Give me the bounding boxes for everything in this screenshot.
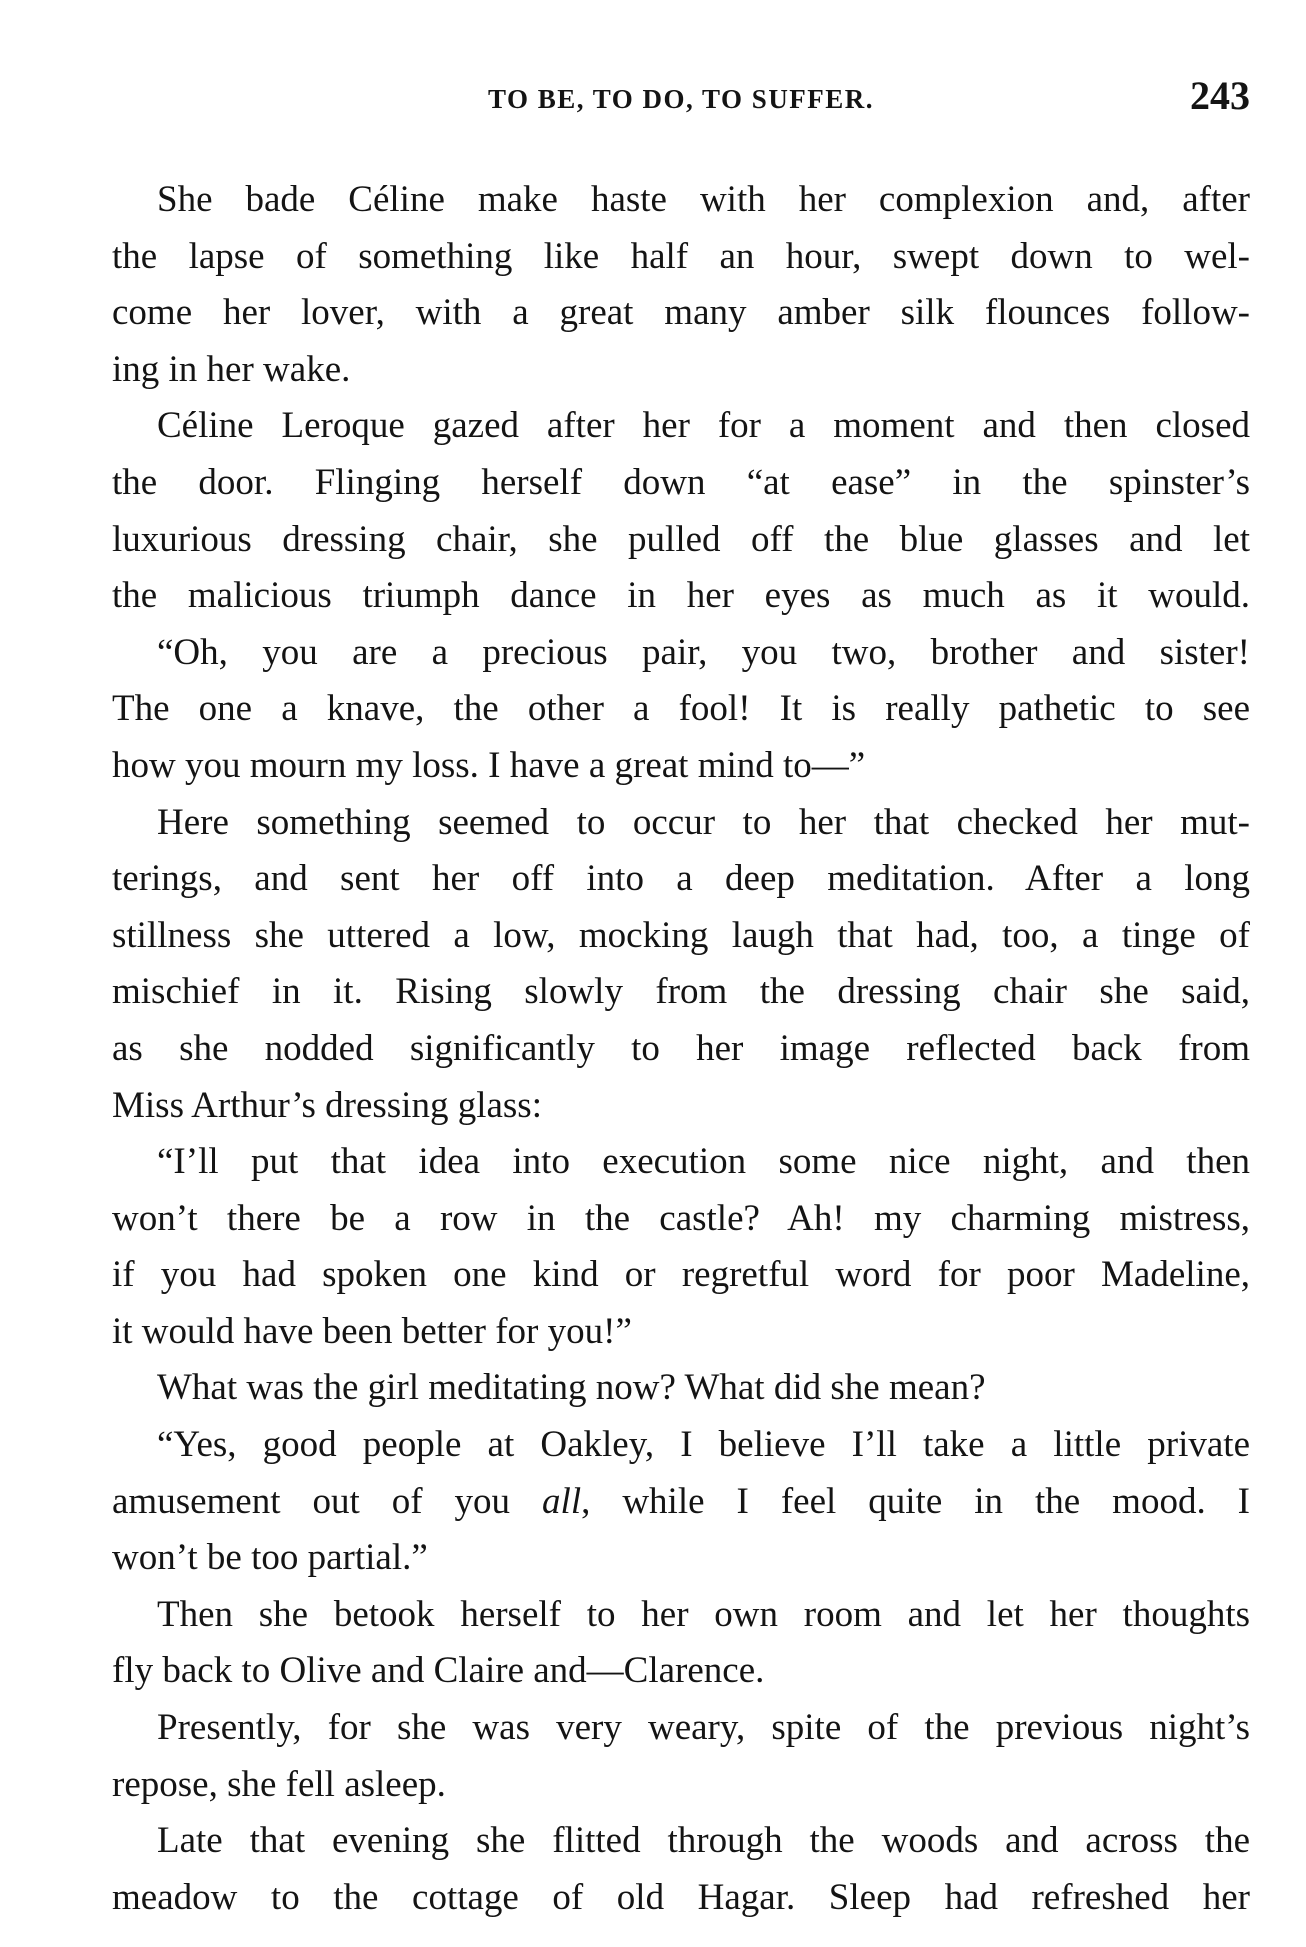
text-line: ing in her wake. <box>112 348 351 390</box>
running-head <box>112 72 1250 132</box>
text-line: “Oh, you are a precious pair, you two, brother and sister! <box>157 631 1250 673</box>
paragraph <box>112 172 1250 398</box>
text-line: “I’ll put that idea into execution some nice night, and then <box>157 1141 1250 1183</box>
text-line <box>112 1530 1250 1587</box>
paragraph <box>112 1417 1250 1587</box>
page-number: 243 <box>1190 73 1250 118</box>
text-line <box>112 1474 1250 1531</box>
paragraph <box>112 1813 1250 1926</box>
text-line: Céline Leroque gazed after her for a moment and then closed <box>157 405 1250 447</box>
text-line: terings, and sent her off into a deep meditation. After a long <box>112 858 1250 900</box>
text-run: , while I feel quite in the mood. I <box>581 1480 1250 1522</box>
text-line: The one a knave, the other a fool! It is really pathetic to see <box>112 688 1250 730</box>
paragraph <box>112 1700 1250 1813</box>
body-text <box>112 172 1250 1926</box>
text-line: come her lover, with a great many amber silk flounces follow- <box>112 292 1250 334</box>
text-line: it would have been better for you!” <box>112 1310 632 1352</box>
text-run: won’t be too partial.” <box>112 1537 428 1579</box>
text-line: Miss Arthur’s dressing glass: <box>112 1084 542 1126</box>
running-title: TO BE, TO DO, TO SUFFER. <box>487 84 875 114</box>
text-line: stillness she uttered a low, mocking laugh that had, too, a tinge of <box>112 914 1250 956</box>
text-run: “Yes, good people at Oakley, I believe I’ll take a little private <box>157 1424 1250 1466</box>
text-line: luxurious dressing chair, she pulled off the blue glasses and let <box>112 518 1250 560</box>
text-line: the lapse of something like half an hour, swept down to wel- <box>112 235 1250 277</box>
text-line: as she nodded significantly to her image reflected back from <box>112 1027 1250 1069</box>
text-run: amusement out of you <box>112 1480 543 1522</box>
paragraph <box>112 1587 1250 1700</box>
text-line: if you had spoken one kind or regretful word for poor Madeline, <box>112 1254 1250 1296</box>
text-line: how you mourn my loss. I have a great mind to—” <box>112 744 866 786</box>
text-line: fly back to Olive and Claire and—Clarence. <box>112 1650 765 1692</box>
text-line: the malicious triumph dance in her eyes as much as it would. <box>112 575 1250 617</box>
paragraph <box>112 625 1250 795</box>
text-line: won’t there be a row in the castle? Ah! my charming mistress, <box>112 1197 1250 1239</box>
text-line: mischief in it. Rising slowly from the dressing chair she said, <box>112 971 1250 1013</box>
text-line: What was the girl meditating now? What did she mean? <box>157 1367 986 1409</box>
text-line: Here something seemed to occur to her that checked her mut- <box>157 801 1250 843</box>
text-line: Presently, for she was very weary, spite of the previous night’s <box>157 1707 1250 1749</box>
paragraph <box>112 398 1250 624</box>
text-line: the door. Flinging herself down “at ease” in the spinster’s <box>112 461 1250 503</box>
paragraph <box>112 1134 1250 1360</box>
paragraph <box>112 795 1250 1135</box>
text-line: meadow to the cottage of old Hagar. Sleep had refreshed her <box>112 1876 1250 1918</box>
text-line: She bade Céline make haste with her complexion and, after <box>157 179 1250 220</box>
text-line: Then she betook herself to her own room and let her thoughts <box>157 1593 1250 1635</box>
text-line <box>112 1417 1250 1474</box>
text-line: repose, she fell asleep. <box>112 1763 446 1805</box>
emphasis-text: all <box>542 1480 582 1522</box>
text-line: Late that evening she flitted through the woods and across the <box>157 1820 1250 1862</box>
paragraph <box>112 1360 1250 1417</box>
